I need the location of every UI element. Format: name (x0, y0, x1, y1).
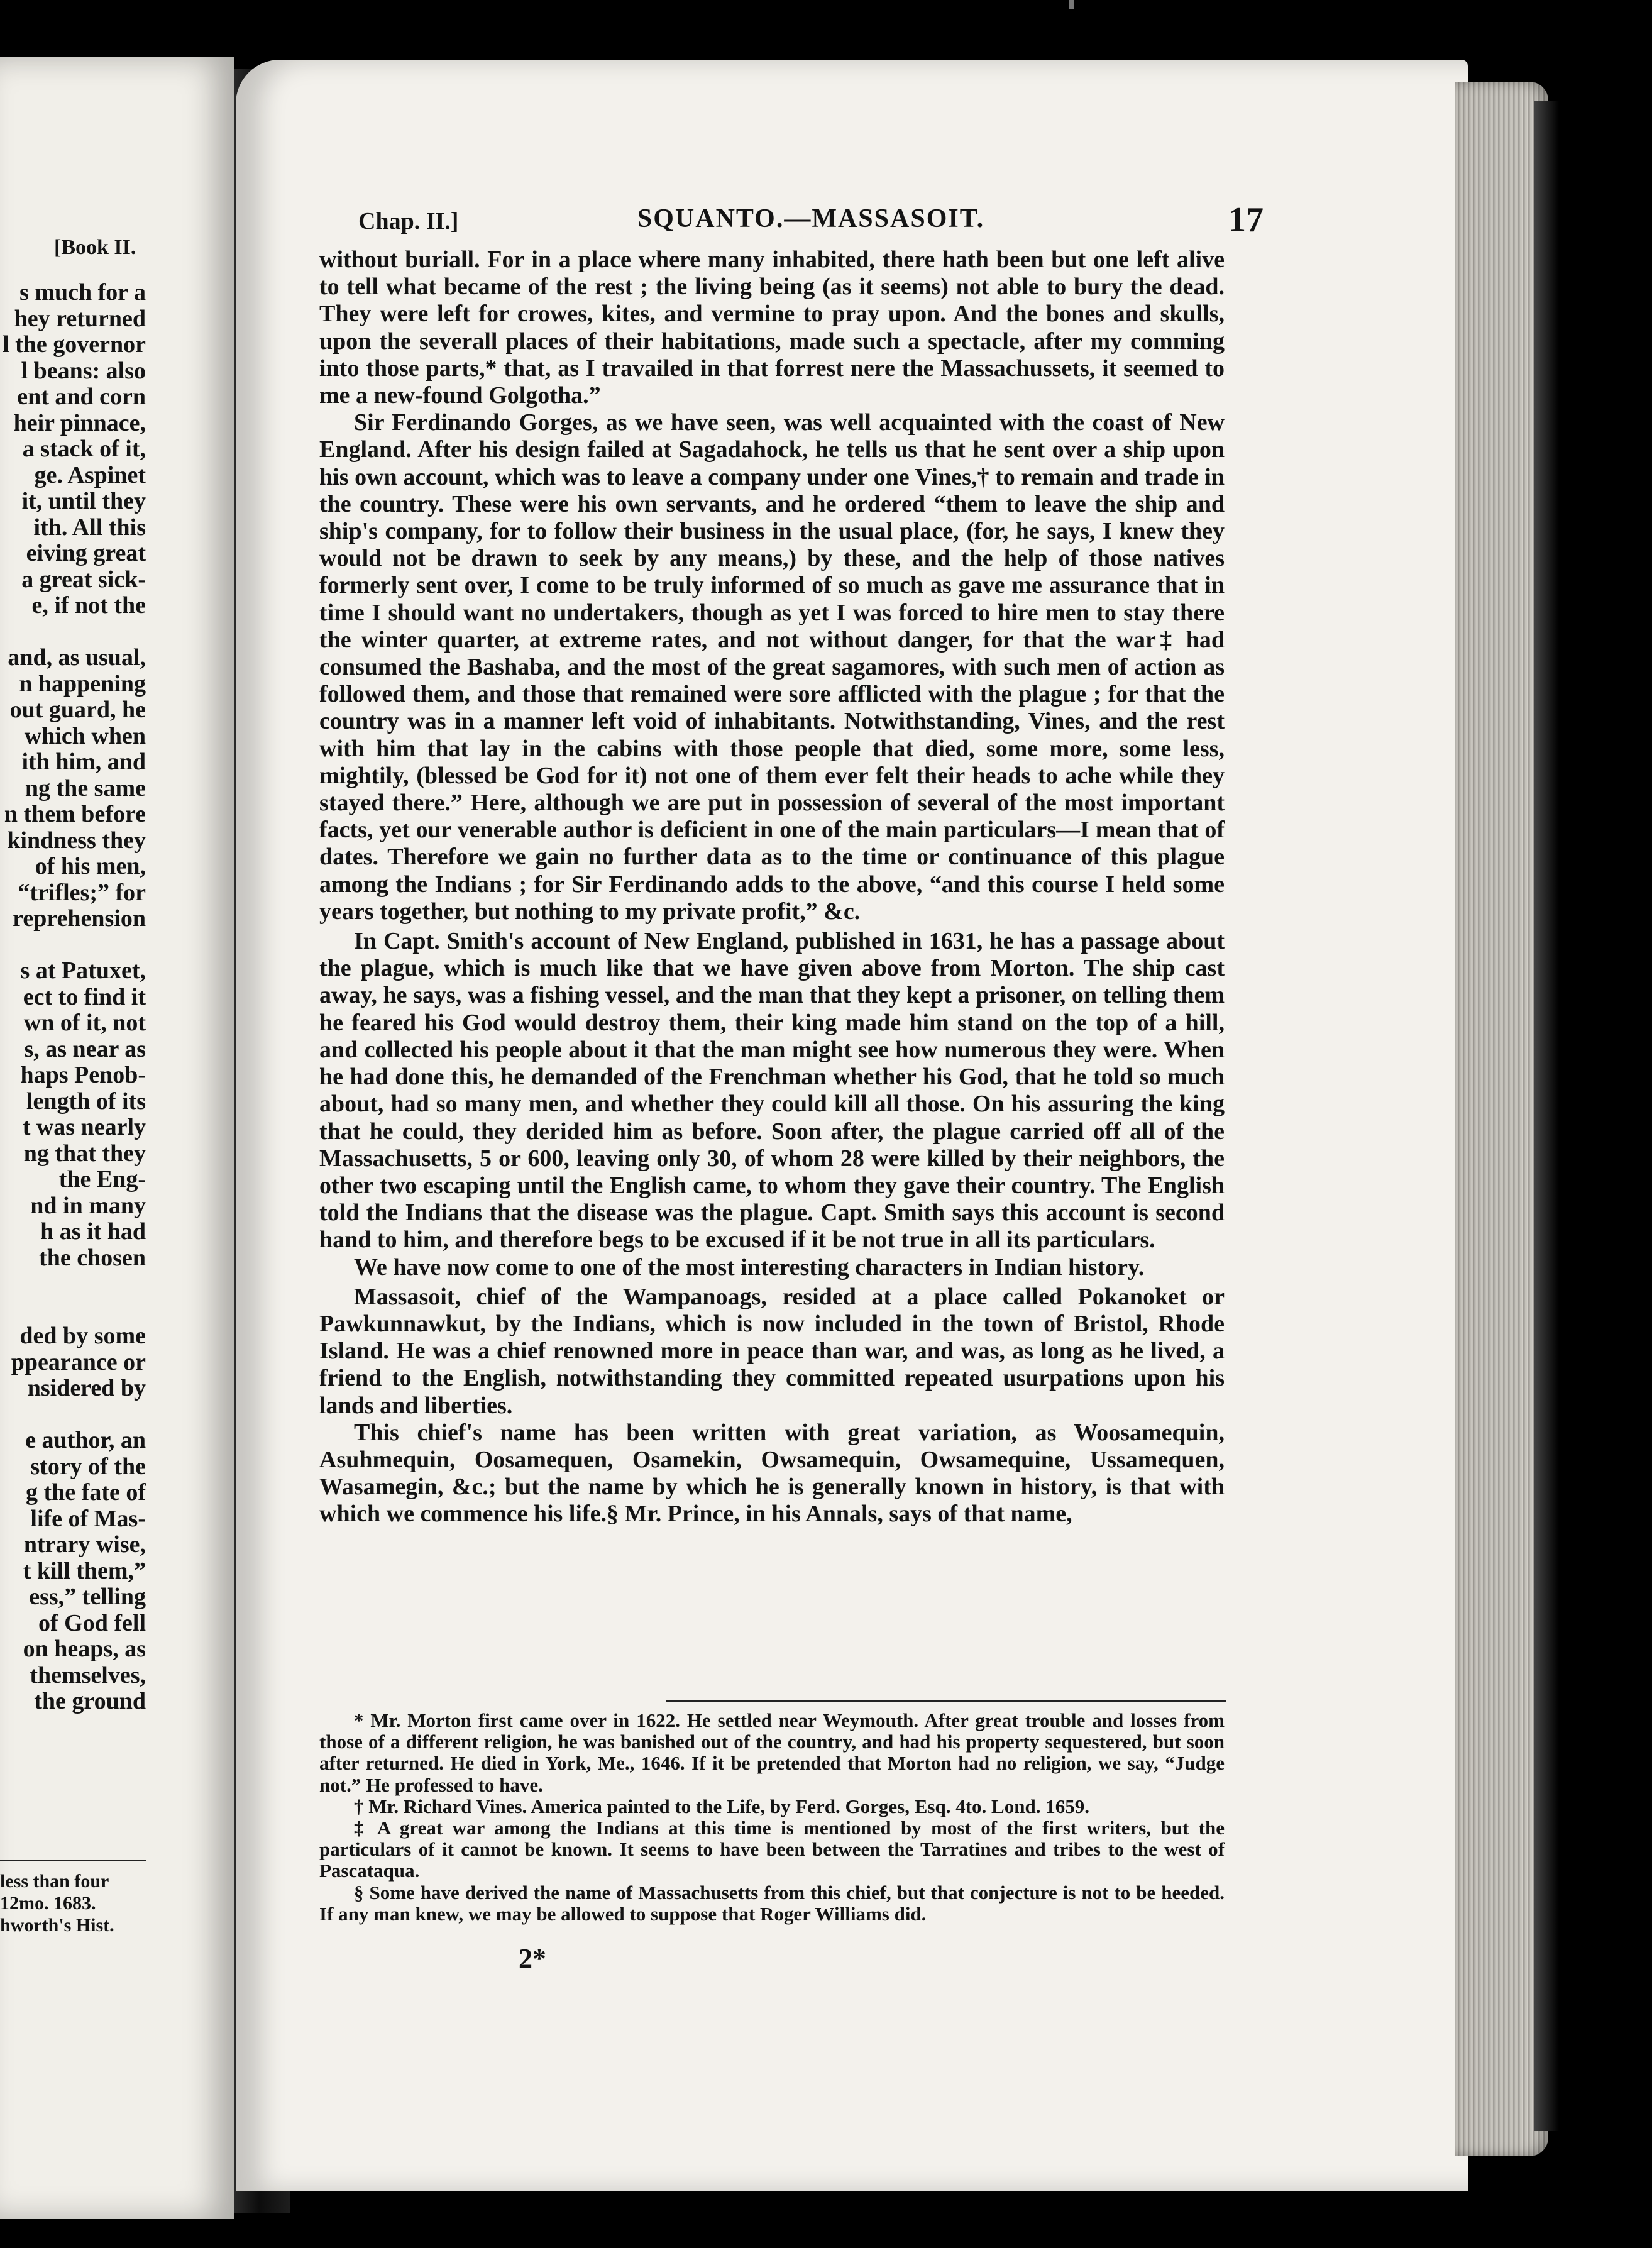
left-line (0, 1271, 146, 1298)
left-page (0, 57, 234, 2219)
left-line: the ground (34, 1688, 146, 1714)
left-line: haps Penob- (20, 1062, 146, 1088)
left-line: of his men, (35, 853, 146, 879)
left-footnote-rule (0, 1860, 146, 1861)
left-line: l the governor (3, 331, 146, 358)
left-line: ect to find it (23, 983, 146, 1010)
left-line: of God fell (38, 1609, 146, 1636)
scan-mark (1069, 0, 1074, 9)
left-line: reprehension (13, 905, 146, 932)
left-line: e, if not the (31, 592, 146, 619)
left-line: nd in many (30, 1192, 146, 1219)
left-line: it, until they (21, 488, 146, 514)
paragraph-1: without buriall. For in a place where many inhabited, there hath been but one left alive to tell what became of the rest ; the living being (as it seems) not able to bury the dead. They were left for crowes, kites, and vermine to pray upon. And the bones and skulls, upon the severall places of their habitations, made such a spectacle, after my comming into those parts,* that, as I travailed in that forrest nere the Massachussets, it seemed to me a new-found Golgotha.” (319, 246, 1225, 409)
left-line: which when (24, 722, 146, 749)
left-note-line: less than four (0, 1871, 109, 1892)
footnotes (319, 1710, 1225, 1925)
left-footnotes (0, 1870, 114, 1936)
left-line: ppearance or (11, 1348, 146, 1375)
left-line (0, 932, 146, 959)
running-title: SQUANTO.—MASSASOIT. (637, 204, 985, 233)
left-line: wn of it, not (23, 1010, 146, 1036)
left-line: eiving great (26, 540, 146, 566)
left-line: “trifles;” for (18, 879, 146, 906)
left-line: a stack of it, (22, 436, 146, 462)
left-line: n happening (19, 670, 146, 697)
paragraph-3: In Capt. Smith's account of New England, published in 1631, he has a passage about the plague, which is much like that we have given above from Morton. The ship cast away, he says, was a fishing vessel, and the man that they kept a prisoner, on telling them he feared his God would destroy them, their king made him stand on the top of a hill, and collected his people about it that the man might see how numerous they were. When he had done this, he demanded of the Frenchman whether his God, that he told so much about, had so many men, and whether they could kill all those. On his assuring the king that he could, they derided him as before. Soon after, the plague carried off all of the Massachusetts, 5 or 600, leaving only 30, of whom 28 were killed by their neighbors, the other two escaping until the English came, to whom they gave their country. The English told the Indians that the disease was the plague. Capt. Smith says this account is second hand to him, and therefore begs to be excused if it be not true in all its particulars. (319, 928, 1225, 1253)
left-line: kindness they (7, 827, 146, 854)
left-line: the Eng- (58, 1166, 146, 1193)
left-note-line: hworth's Hist. (0, 1915, 114, 1936)
left-line: a great sick- (21, 566, 146, 593)
footnote-4: § Some have derived the name of Massachusetts from this chief, but that conjecture is not to be heeded. If any man knew, we may be allowed to suppose that Roger Williams did. (319, 1881, 1225, 1925)
left-line: out guard, he (9, 697, 146, 723)
paragraph-6: This chief's name has been written with great variation, as Woosamequin, Asuhmequin, Oosamequen, Osamekin, Owsamequin, Owsamequine, Ussamequen, Wasamegin, &c.; but the name by which he is generally known in history, is that with which we commence his life.§ Mr. Prince, in his Annals, says of that name, (319, 1419, 1225, 1528)
left-line: s at Patuxet, (20, 957, 146, 984)
paragraph-5: Massasoit, chief of the Wampanoags, resided at a place called Pokanoket or Pawkunnawkut, by the Indians, which is now included in the town of Bristol, Rhode Island. He was a chief renowned more in peace than war, and was, as long as he lived, a friend to the English, notwithstanding they committed repeated usurpations upon his lands and liberties. (319, 1283, 1225, 1419)
left-line: s, as near as (24, 1035, 146, 1062)
left-line: g the fate of (26, 1479, 146, 1506)
left-line: story of the (30, 1453, 146, 1480)
left-line: themselves, (30, 1661, 146, 1689)
left-line: e author, an (25, 1427, 146, 1453)
footnote-2: † Mr. Richard Vines. America painted to the Life, by Ferd. Gorges, Esq. 4to. Lond. 1659. (354, 1795, 1089, 1817)
left-line (0, 1298, 146, 1324)
left-line: ng the same (25, 774, 146, 802)
left-running-header: [Book II. (54, 236, 136, 259)
left-line: s much for a (19, 279, 146, 306)
paragraph-2: Sir Ferdinando Gorges, as we have seen, was well acquainted with the coast of New England. After his design failed at Sagadahock, he tells us that he sent over a ship upon his own account, which was to leave a company under one Vines,† to remain and trade in the country. These were his own servants, and he ordered “them to leave the ship and ship's company, for to follow their business in the usual place, (for, he says, I knew they would not be drawn to seek by any means,) by these, and the help of those natives formerly sent over, I come to be truly informed of so much as gave me assurance that in time I should want no undertakers, though as yet I was forced to hire men to stay there the winter quarter, at extreme rates, and not without danger, for that the war‡ had consumed the Bashaba, and the most of the great sagamores, with such men of action as followed them, and those that remained were sore afflicted with the plague ; for that the country was in a manner left void of inhabitants. Notwithstanding, Vines, and the rest with him that lay in the cabins with those people that died, some more, some less, mightily, (blessed be God for it) not one of them ever felt their heads to ache while they stayed there.” Here, although we are put in possession of several of the most important facts, yet our venerable author is deficient in one of the main particulars—I mean that of dates. Therefore we gain no further data as to the time or continuance of this plague among the Indians ; for Sir Ferdinando adds to the above, “and this course I held some years together, but nothing to my private profit,” &c. (319, 409, 1225, 925)
left-line: l beans: also (21, 357, 146, 384)
left-line: n them before (4, 801, 146, 827)
footnote-rule (666, 1700, 1226, 1702)
left-line: h as it had (40, 1218, 146, 1245)
left-line: t kill them,” (23, 1557, 146, 1584)
left-line: the chosen (39, 1244, 146, 1271)
left-page-text (0, 280, 146, 1715)
left-line: t was nearly (22, 1114, 146, 1140)
left-line: nsidered by (27, 1375, 146, 1401)
left-line: on heaps, as (23, 1636, 146, 1662)
left-line: ith. All this (33, 514, 146, 541)
left-line: ith him, and (21, 749, 146, 775)
footnote-3: ‡ A great war among the Indians at this time is mentioned by most of the first writers, but the particulars of it cannot be known. It seems to have been between the Tarratines and tribes to the west of Pascataqua. (319, 1817, 1225, 1882)
left-note-line: 12mo. 1683. (0, 1893, 96, 1914)
page-number: 17 (1228, 201, 1264, 240)
chapter-label: Chap. II.] (358, 208, 459, 234)
signature-mark: 2* (519, 1943, 546, 1974)
running-header (358, 200, 1264, 238)
left-line: ent and corn (17, 383, 146, 410)
left-line (0, 1402, 146, 1428)
left-line: ge. Aspinet (34, 461, 146, 488)
body-text (319, 246, 1225, 1528)
paragraph-4: We have now come to one of the most interesting characters in Indian history. (354, 1253, 1145, 1281)
left-line: ng that they (23, 1140, 146, 1167)
left-line: and, as usual, (8, 644, 146, 671)
left-line: life of Mas- (30, 1505, 146, 1532)
left-line: heir pinnace, (13, 409, 146, 436)
left-line: ded by some (19, 1323, 146, 1349)
book-shadow (1534, 101, 1559, 2131)
left-line (0, 619, 146, 646)
left-line: length of its (26, 1088, 146, 1115)
left-line: ntrary wise, (23, 1531, 146, 1558)
left-line: ess,” telling (29, 1584, 146, 1610)
left-line: hey returned (14, 305, 146, 332)
footnote-1: * Mr. Morton first came over in 1622. He settled near Weymouth. After great trouble and losses from those of a different religion, he was banished out of the country, and had his property sequestered, but soon after returned. He died in York, Me., 1646. If it be pretended that Morton had no religion, we say, “Judge not.” He professed to have. (319, 1709, 1225, 1796)
